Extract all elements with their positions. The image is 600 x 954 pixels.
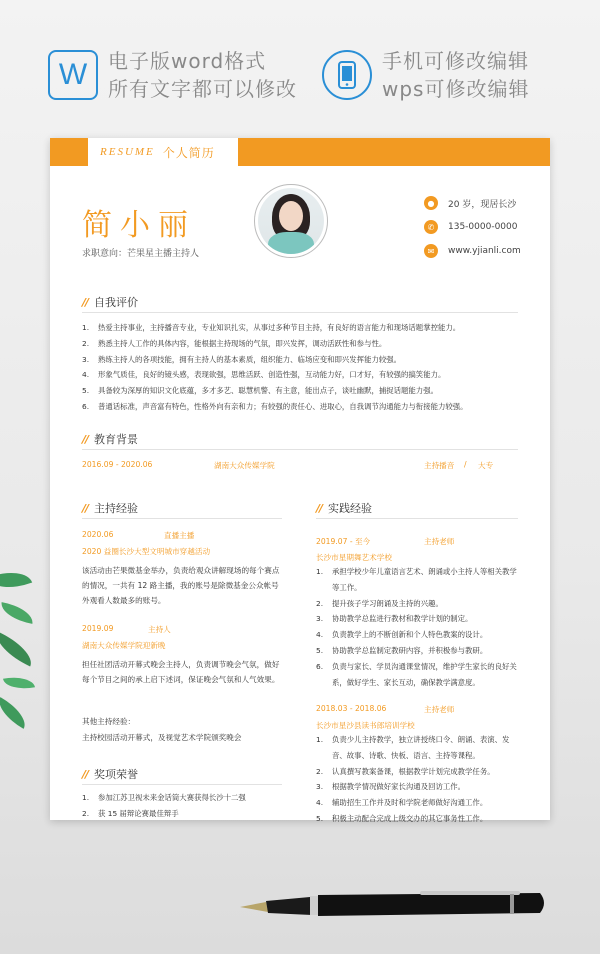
section-awards-title: // 奖项荣誉 [82, 767, 139, 781]
list-item: 3. 协助教学总监进行教材和教学计划的制定。 [316, 614, 473, 624]
practice1-org: 长沙市星期舞艺术学校 [316, 553, 392, 562]
contact-website: ✉ www.yjianli.com [424, 244, 521, 258]
host1-date: 2020.06 [82, 530, 114, 539]
host1-desc: 该活动由芒果微基金举办，负责给观众讲解现场的每个赛点的情况，一共有 12 路主播，我的账号是除微基金公众帐号外观看人数最多的账号。 [82, 566, 280, 605]
avatar [254, 184, 328, 258]
promo-right-line2: wps可修改编辑 [382, 77, 530, 101]
promo-phone [322, 40, 529, 110]
awards-list [82, 790, 292, 822]
promo-right-line1: 手机可修改编辑 [382, 49, 529, 73]
host1-event: 2020 益圈长沙大型文明城市穿越活动 [82, 547, 211, 556]
section-host-title: // 主持经验 [82, 501, 139, 515]
candidate-name: 简小丽 [82, 208, 196, 243]
edu-school: 湖南大众传媒学院 [214, 461, 275, 470]
host-other-label: 其他主持经验： [82, 717, 136, 726]
practice2-list [316, 732, 522, 827]
list-item: 6. 负责与家长、学员沟通课堂情况，维护学生家长的良好关系，做好学生、家长互动，确保教学满意度。 [316, 661, 517, 687]
phone-icon [322, 50, 372, 100]
practice2-date: 2018.03 - 2018.06 [316, 704, 387, 713]
practice1-role: 主持老师 [424, 537, 455, 546]
list-item: 6. 普通话标准，声音富有特色，性格外向有亲和力；有较强的责任心、进取心，自我调节沟通能力与衔接能力较强。 [82, 401, 468, 411]
list-item: 2. 熟悉主持人工作的具体内容，能根据主持现场的气氛，即兴发挥，调动活跃性和参与性。 [82, 338, 387, 348]
host2-event: 湖南大众传媒学院迎新晚 [82, 641, 166, 650]
resume-tab-en: RESUME [100, 146, 155, 158]
section-self-title: // 自我评价 [82, 295, 139, 309]
host2-role: 主持人 [148, 625, 171, 634]
edu-sep: / [464, 460, 467, 469]
promo-word [48, 40, 297, 110]
host-other-text: 主持校园活动开幕式，及视觉艺术学院颁奖晚会 [82, 733, 242, 742]
edu-degree: 大专 [478, 461, 494, 470]
host2-desc: 担任社团活动开幕式晚会主持人，负责调节晚会气氛，做好每个节目之间的承上启下述词，保证晚会气氛和人气效果。 [82, 660, 280, 684]
practice1-date: 2019.07 - 至今 [316, 537, 371, 546]
list-item: 5. 协助教学总监制定教研内容，并积极参与教研。 [316, 645, 488, 655]
list-item: 2. 认真撰写教案备课，根据教学计划完成教学任务。 [316, 766, 495, 776]
list-item: 5. 积极主动配合完成上级交办的其它事务性工作。 [316, 813, 488, 823]
list-item: 1. 承担学校少年儿童语言艺术、朗诵或小主持人等相关教学等工作。 [316, 567, 517, 592]
list-item: 2. 提升孩子学习朗诵及主持的兴趣。 [316, 598, 443, 608]
list-item: 1. 参加江苏卫视未来金话筒大赛获得长沙十二强 [82, 793, 246, 802]
list-item: 3. 熟练主持人的各项技能，拥有主持人的基本素质，组织能力、临场应变和即兴发挥能力较强。 [82, 354, 402, 364]
mail-icon: ✉ [424, 244, 438, 258]
list-item: 1. 负责少儿主持教学，独立讲授绕口令、朗诵、表演、发音、故事、诗歌、快板、语言、主持等课程。 [316, 735, 510, 760]
contact-age-location: ● 20 岁，现居长沙 [424, 196, 516, 210]
practice1-list [316, 564, 522, 690]
portrait-photo [258, 188, 324, 254]
job-intent: 求职意向：芒果星主播主持人 [82, 249, 200, 259]
list-item: 1. 热爱主持事业，主持播音专业，专业知识扎实，从事过多种节目主持，有良好的语言能力和现场话题掌控能力。 [82, 323, 461, 332]
list-item: 4. 负责教学上的不断创新和个人特色教案的设计。 [316, 630, 488, 640]
resume-page [50, 138, 550, 823]
resume-tab [88, 138, 238, 166]
practice2-role: 主持老师 [424, 705, 455, 714]
practice2-org: 长沙市星沙县读书郎培训学校 [316, 721, 415, 730]
host1-role: 直播主播 [164, 531, 195, 540]
contact-phone: ✆ 135-0000-0000 [424, 220, 517, 234]
resume-tab-cn: 个人简历 [162, 145, 215, 160]
edu-major: 主持播音 [424, 461, 455, 470]
edu-date: 2016.09 - 2020.06 [82, 460, 153, 469]
section-practice-title: // 实践经验 [316, 501, 373, 515]
phone-icon: ✆ [424, 220, 438, 234]
promo-left-line1: 电子版word格式 [108, 49, 267, 73]
pen-decoration [240, 890, 550, 916]
list-item: 4. 辅助招生工作并及时和学院老师做好沟通工作。 [316, 798, 488, 808]
self-eval-list [82, 320, 522, 415]
word-icon: W [48, 50, 98, 100]
promo-left-line2: 所有文字都可以修改 [108, 77, 297, 101]
location-icon: ● [424, 196, 438, 210]
list-item: 2. 获 15 届辩论赛最佳辩手 [82, 808, 179, 818]
section-edu-title: // 教育背景 [82, 432, 139, 446]
list-item: 4. 形象气质佳，良好的镜头感，表现欲强，思维活跃、创造性强，互动能力好，口才好，有较强的搞笑能力。 [82, 370, 446, 380]
list-item: 5. 具备较为深厚的知识文化底蕴，多才多艺、聪慧机警、有主意，能出点子，谈吐幽默，捕捉话题能力强。 [82, 386, 438, 396]
host2-date: 2019.09 [82, 624, 114, 633]
list-item: 3. 根据教学情况做好家长沟通及回访工作。 [316, 782, 466, 792]
